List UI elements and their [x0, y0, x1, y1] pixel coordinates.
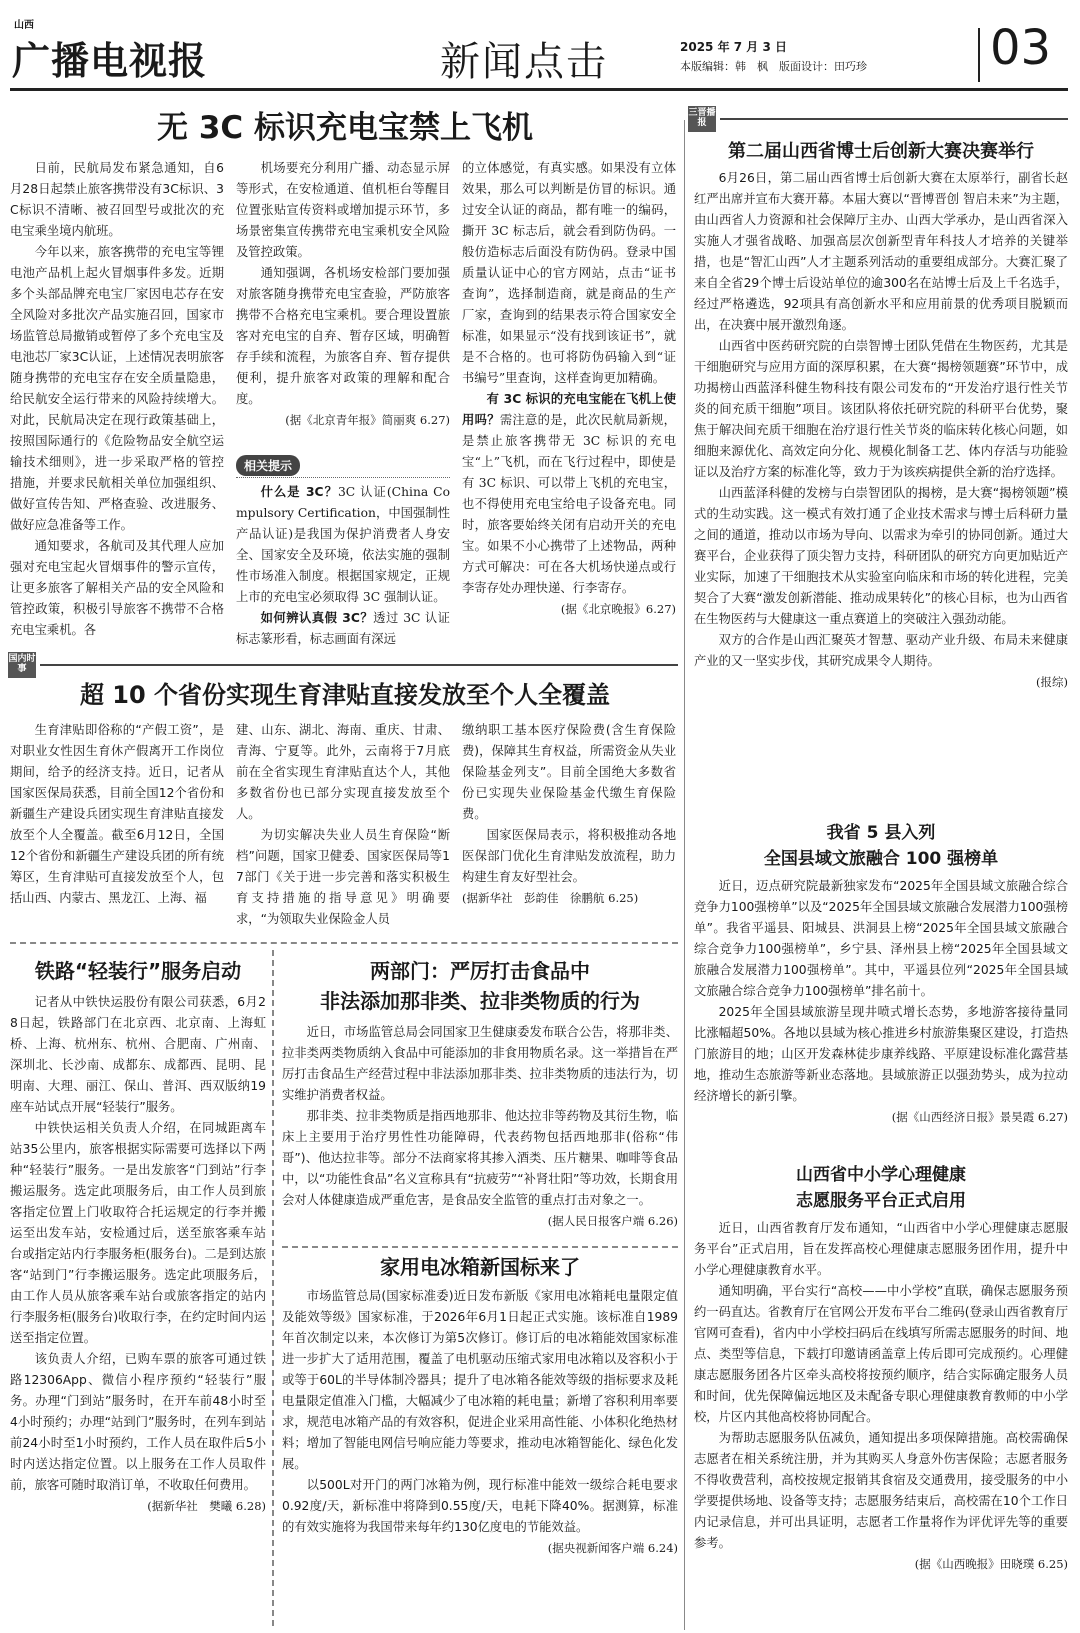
art3-p1: 记者从中铁快运股份有限公司获悉，6月28日起，铁路部门在北京西、北京南、上海虹桥、上海、杭州东、杭州、合肥南、广州南、深圳北、长沙南、成都东、成都西、昆明、昆明南、大理、丽江、保山、普洱、西双版纳19座车站试点开展“轻装行”服务。	[10, 995, 266, 1114]
art8-source: (据《山西晚报》田晓璞 6.25)	[914, 1557, 1068, 1571]
art2-col2	[236, 720, 450, 930]
page-number: 03	[990, 20, 1052, 76]
art1-c1-p1: 日前，民航局发布紧急通知，自6月28日起禁止旅客携带没有3C标识、3C标识不清晰、被召回型号或批次的充电宝乘坐境内航班。	[10, 161, 224, 238]
issue-date: 2025 年 7 月 3 日	[680, 40, 787, 54]
art8-title-line1: 山西省中小学心理健康	[796, 1165, 966, 1185]
art3-body	[10, 992, 266, 1517]
art5-body	[282, 1286, 678, 1559]
art7-body	[694, 876, 1068, 1128]
tip-badge: 相关提示	[236, 455, 300, 476]
art1-c3-source: (据《北京晚报》6.27)	[560, 602, 676, 616]
art7-p2: 2025年全国县域旅游呈现井喷式增长态势，多地游客接待量同比涨幅超50%。各地以县域为核心推进乡村旅游集聚区建设，打造热门旅游目的地；山区开发森林徒步康养线路、平原建设标准化露营基地，推动生态旅游等新业态落地。县域旅游正以强劲势头，成为拉动经济增长的新引擎。	[694, 1005, 1068, 1103]
section-tag-guonei: 国内时事	[8, 652, 36, 678]
masthead-divider	[978, 28, 980, 82]
paper-logo: 广播电视报	[12, 38, 208, 83]
art4-source: (据人民日报客户端 6.26)	[547, 1214, 678, 1228]
art1-title: 无 3C 标识充电宝禁上飞机	[157, 110, 533, 146]
art1-c2-p1: 机场要充分利用广播、动态显示屏等形式，在安检通道、值机柜台等醒目位置张贴宣传资料或增加提示环节，多场景密集宣传携带充电宝乘机安全风险及管控政策。	[236, 161, 450, 259]
art5-source: (据央视新闻客户端 6.24)	[547, 1541, 678, 1555]
art2-bottom-dash	[10, 942, 678, 944]
art2-c3-p2: 国家医保局表示，将积极推动各地医保部门优化生育津贴发放流程，助力构建生育友好型社会。	[462, 828, 676, 884]
art5-p2: 以500L对开门的两门冰箱为例，现行标准中能效一级综合耗电要求0.92度/天，新标准中将降到0.55度/天，电耗下降40%。据测算，标准的有效实施将为我国带来每年约130亿度电的节能效益。	[282, 1478, 678, 1534]
art2-col1	[10, 720, 224, 909]
art6-p3: 山西蓝泽科健的发榜与白崇智团队的揭榜，是大赛“揭榜领题”模式的生动实践。这一模式有效打通了企业技术需求与博士后科研力量之间的通道，推动以市场为导向、以需求为牵引的协同创新。通过大赛平台，企业获得了顶尖智力支持，科研团队的研究方向更加贴近产业实际，加速了干细胞技术从实验室向临床和市场的转化进程，完美契合了大赛“激发创新潜能、推动成果转化”的核心目标，也为山西省在生物医药与大健康这一重点赛道上的突破注入强劲动能。	[694, 486, 1068, 626]
art4-title-line2: 非法添加那非类、拉非类物质的行为	[320, 989, 640, 1013]
tip-q3: 有 3C 标识的充电宝能在飞机上使用吗？	[462, 392, 676, 427]
art3-right-dash	[272, 950, 274, 1626]
editors-line: 本版编辑：韩 枫 版面设计：田巧珍	[680, 60, 867, 73]
art2-c3-p1: 缴纳职工基本医疗保险费(含生育保险费)，保障其生育权益，所需资金从失业保险基金列支”。目前全国绝大多数省份已实现失业保险基金代缴生育保险费。	[462, 723, 676, 821]
masthead-rule	[10, 88, 1068, 91]
art6-p2: 山西省中医药研究院的白崇智博士团队凭借在生物医药，尤其是干细胞研究与应用方面的深厚积累，在大赛“揭榜领题赛”环节中，成功揭榜山西蓝泽科健生物科技有限公司发布的“开发治疗退行性关节炎的间充质干细胞”项目。该团队将依托研究院的科研平台优势，聚焦于解决间充质干细胞在治疗退行性关节炎的临床转化核心问题，如细胞来源优化、高效定向分化、规模化制备工艺、体内存活与功能验证以及治疗方案的标准化等，致力于为该疾病提供全新的治疗选择。	[694, 339, 1068, 479]
tip-what-is-3c	[236, 482, 450, 608]
art4-p1: 近日，市场监管总局会同国家卫生健康委发布联合公告，将那非类、拉非类两类物质纳入食品中可能添加的非食用物质名录。这一举措旨在严厉打击食品生产经营过程中非法添加那非类、拉非类物质的违法行为，切实维护消费者权益。	[282, 1025, 678, 1102]
art1-col1	[10, 158, 224, 641]
tip-a1: 3C 认证(China Compulsory Certification，中国强制性产品认证)是我国为保护消费者人身安全、国家安全及环境，依法实施的强制性市场准入制度。根据国家规定，正规上市的充电宝必须取得 3C 强制认证。	[236, 485, 450, 604]
art4-p2: 那非类、拉非类物质是指西地那非、他达拉非等药物及其衍生物，临床上主要用于治疗男性性功能障碍，代表药物包括西地那非(俗称“伟哥”)、他达拉非等。部分不法商家将其掺入酒类、压片糖果、咖啡等食品中，以“功能性食品”名义宣称具有“抗疲劳”“补肾壮阳”等功效，长期食用会对人体健康造成严重危害，是食品安全监管的重点打击对象之一。	[282, 1109, 678, 1207]
art8-p2: 通知明确，平台实行“高校——中小学校”直联，确保志愿服务预约一码直达。省教育厅在官网公开发布平台二维码(登录山西省教育厅官网可查看)，省内中小学校扫码后在线填写所需志愿服务的时间、地点、类型等信息，下载打印邀请函盖章上传后即可完成预约。心理健康志愿服务团各片区牵头高校将按预约顺序，结合实际确定服务人员和时间，优先保障偏远地区及未配备专职心理健康教育教师的中小学校，片区内其他高校将协同配合。	[694, 1284, 1068, 1424]
art4-bottom-dash	[282, 1246, 678, 1248]
art2-c1-p1: 生育津贴即俗称的“产假工资”，是对职业女性因生育休产假离开工作岗位期间，给予的经济支持。近日，记者从国家医保局获悉，目前全国12个省份和新疆生产建设兵团实现生育津贴直接发放至个人全覆盖。截至6月12日，全国12个省份和新疆生产建设兵团的所有统筹区，生育津贴可直接发放至个人，包括山西、内蒙古、黑龙江、上海、福	[10, 723, 224, 905]
art8-p3: 为帮助志愿服务队伍减负，通知提出多项保障措施。高校需确保志愿者在相关系统注册，并为其购买人身意外伤害保险；志愿者服务不得收费营利，高校按规定报销其食宿及交通费用，接受服务的中小学要提供场地、设备等支持；志愿服务结束后，高校需在10个工作日内记录信息，并可出具证明，志愿者工作量将作为评优评先等的重要参考。	[694, 1431, 1068, 1550]
art2-c2-p1: 建、山东、湖北、海南、重庆、甘肃、青海、宁夏等。此外，云南将于7月底前在全省实现生育津贴直达个人，其他多数省份也已部分实现直接发放至个人。	[236, 723, 450, 821]
art1-bottom-rule	[40, 664, 678, 666]
art1-c2-p2: 通知强调，各机场安检部门要加强对旅客随身携带充电宝查验，严防旅客携带不合格充电宝乘机。要合理设置旅客对充电宝的自弃、暂存区域，明确暂存手续和流程，为旅客自弃、暂存提供便利，提升旅客对政策的理解和配合度。	[236, 266, 450, 406]
art2-title: 超 10 个省份实现生育津贴直接发放至个人全覆盖	[79, 681, 611, 709]
art2-col3	[462, 720, 676, 909]
art8-body	[694, 1218, 1068, 1575]
art8-p1: 近日，山西省教育厅发布通知，“山西省中小学心理健康志愿服务平台”正式启用，旨在发挥高校心理健康志愿服务团作用，提升中小学心理健康教育水平。	[694, 1221, 1068, 1277]
tip-q1: 什么是 3C？	[260, 485, 338, 499]
tip-a3: 需注意的是，此次民航局新规，是禁止旅客携带无 3C 标识的充电宝“上”飞机，而在飞行过程中，即使是有 3C 标识、可以带上飞机的充电宝，也不得使用充电宝给电子设备充电。同时，旅客要始终关闭有启动开关的充电宝。如果不小心携带了上述物品，两种方式可解决：可在各大机场快递点或行李寄存处办理快递、行李寄存。	[462, 413, 676, 595]
art8-title-line2: 志愿服务平台正式启用	[796, 1191, 966, 1211]
art6-title: 第二届山西省博士后创新大赛决赛举行	[728, 141, 1034, 162]
art1-c3-p2	[462, 389, 676, 599]
art2-source: (据新华社 彭韵佳 徐鹏航 6.25)	[462, 891, 639, 905]
art6-p4: 双方的合作是山西汇聚英才智慧、驱动产业升级、布局未来健康产业的又一坚实步伐，其研究成果令人期待。	[694, 633, 1068, 668]
art1-c3-p1: 的立体感觉，有真实感。如果没有立体效果，那么可以判断是仿冒的标识。通过安全认证的商品，都有唯一的编码，撕开 3C 标志后，就会看到防伪码。一般仿造标志后面没有防伪码。登录中国质量认证中心的官方网站，点击“证书查询”，选择制造商，就是商品的生产厂家，查询到的结果表示符合国家安全标准，如果显示“没有找到该证书”，就是不合格的。也可将防伪码输入到“证书编号”里查询，这样查询更加精确。	[462, 161, 676, 385]
paper-logo-province: 山西	[14, 20, 34, 31]
art1-c1-p2: 今年以来，旅客携带的充电宝等锂电池产品机上起火冒烟事件多发。近期多个头部品牌充电宝厂家因电芯存在安全风险对多批次产品实施召回，国家市场监管总局撤销或暂停了多个充电宝及电池芯厂家3C认证，上述情况表明旅客随身携带的充电宝存在安全质量隐患，给民航安全运行带来的风险持续增大。对此，民航局决定在现行政策基础上，按照国际通行的《危险物品安全航空运输技术细则》，进一步采取严格的管控措施，并要求民航相关单位加强组织、做好宣传告知、严格查验、改进服务、做好应急准备等工作。	[10, 245, 224, 532]
art3-p2: 中铁快运相关负责人介绍，在同城距离车站35公里内，旅客根据实际需要可选择以下两种“轻装行”服务。一是出发旅客“门到站”行李搬运服务。选定此项服务后，由工作人员到旅客指定位置上门收取符合托运规定的行李并搬运至出发车站，安检通过后，送至旅客乘车站台或指定站内行李服务柜(服务台)。二是到达旅客“站到门”行李搬运服务。选定此项服务后，由工作人员从旅客乘车站台或旅客指定的站内行李服务柜(服务台)收取行李，在约定时间内运送至指定位置。	[10, 1121, 266, 1345]
art4-title-line1: 两部门：严厉打击食品中	[370, 959, 590, 983]
tip-how-identify	[236, 608, 450, 650]
tip-header	[236, 455, 450, 478]
art7-title-line2: 全国县域文旅融合 100 强榜单	[763, 849, 999, 869]
tip-q2: 如何辨认真假 3C？	[260, 611, 374, 625]
art1-c2-source: (据《北京青年报》简丽爽 6.27)	[285, 413, 450, 427]
art3-p3: 该负责人介绍，已购车票的旅客可通过铁路12306App、微信小程序预约“轻装行”服务。办理“门到站”服务时，在开车前48小时至4小时预约；办理“站到门”服务时，在列车到站前24小时至1小时预约，工作人员在取件后5小时内送达指定位置。以上服务在工作人员取件前，旅客可随时取消订单，不收取任何费用。	[10, 1352, 266, 1492]
art7-title-line1: 我省 5 县入列	[826, 823, 936, 843]
art3-source: (据新华社 樊曦 6.28)	[147, 1499, 266, 1513]
art1-c1-p3: 通知要求，各航司及其代理人应加强对充电宝起火冒烟事件的警示宣传，让更多旅客了解相关产品的安全风险和管控政策，积极引导旅客不携带不合格充电宝乘机。各	[10, 539, 224, 637]
art5-title: 家用电冰箱新国标来了	[380, 1255, 580, 1279]
art5-p1: 市场监管总局(国家标准委)近日发布新版《家用电冰箱耗电量限定值及能效等级》国家标准，于2026年6月1日起正式实施。该标准自1989年首次制定以来，本次修订为第5次修订。修订后的电冰箱能效国家标准进一步扩大了适用范围，覆盖了电机驱动压缩式家用电冰箱以及容积小于或等于60L的半导体制冷器具；提升了电冰箱各能效等级的指标要求及耗电量限定值准入门槛，大幅减少了电冰箱的耗电量；新增了容积利用率要求，规范电冰箱产品的有效容积，促进企业采用高性能、小体积化绝热材料；增加了智能电网信号响应能力等要求，推动电冰箱智能化、绿色化发展。	[282, 1289, 678, 1471]
art3-title: 铁路“轻装行”服务启动	[34, 959, 242, 983]
art2-c2-p2: 为切实解决失业人员生育保险“断档”问题，国家卫健委、国家医保局等17部门《关于进一步完善和落实积极生育支持措施的指导意见》明确要求，“为领取失业保险金人员	[236, 828, 450, 926]
art6-p1: 6月26日，第二届山西省博士后创新大赛在太原举行，副省长赵红严出席并宣布大赛开幕。本届大赛以“晋博晋创 智启未来”为主题，由山西省人力资源和社会保障厅主办、山西大学承办，是山西省深入实施人才强省战略、加强高层次创新型青年科技人才培养的关键举措，也是“智汇山西”人才主题系列活动的重要组成部分。大赛汇聚了来自全省29个博士后设站单位的逾300名在站博士后及上千名选手，经过严格遴选，92项具有高创新水平和应用前景的优秀项目脱颖而出，在决赛中展开激烈角逐。	[694, 171, 1068, 332]
right-col-rule	[684, 120, 685, 1630]
section-title: 新闻点击	[440, 39, 608, 85]
art7-p1: 近日，迈点研究院最新独家发布“2025年全国县域文旅融合综合竞争力100强榜单”以及“2025年全国县域文旅融合发展潜力100强榜单”。我省平遥县、阳城县、洪洞县上榜“2025年全国县域文旅融合综合竞争力100强榜单”，乡宁县、泽州县上榜“2025年全国县域文旅融合发展潜力100强榜单”。其中，平遥县位列“2025年全国县域文旅融合综合竞争力100强榜单”排名前十。	[694, 879, 1068, 998]
art1-col2	[236, 158, 450, 650]
art7-source: (据《山西经济日报》景昊霞 6.27)	[891, 1110, 1068, 1124]
art1-col3	[462, 158, 676, 620]
right-top-rule	[720, 118, 1068, 120]
section-tag-sanjin: 三晋播报	[688, 106, 716, 132]
art6-source: (报综)	[1036, 675, 1068, 689]
art4-body	[282, 1022, 678, 1232]
masthead	[0, 0, 1080, 95]
tip-a2: 透过 3C 认证标志篆形看，标志画面有深远	[236, 611, 450, 646]
art6-body	[694, 168, 1068, 693]
